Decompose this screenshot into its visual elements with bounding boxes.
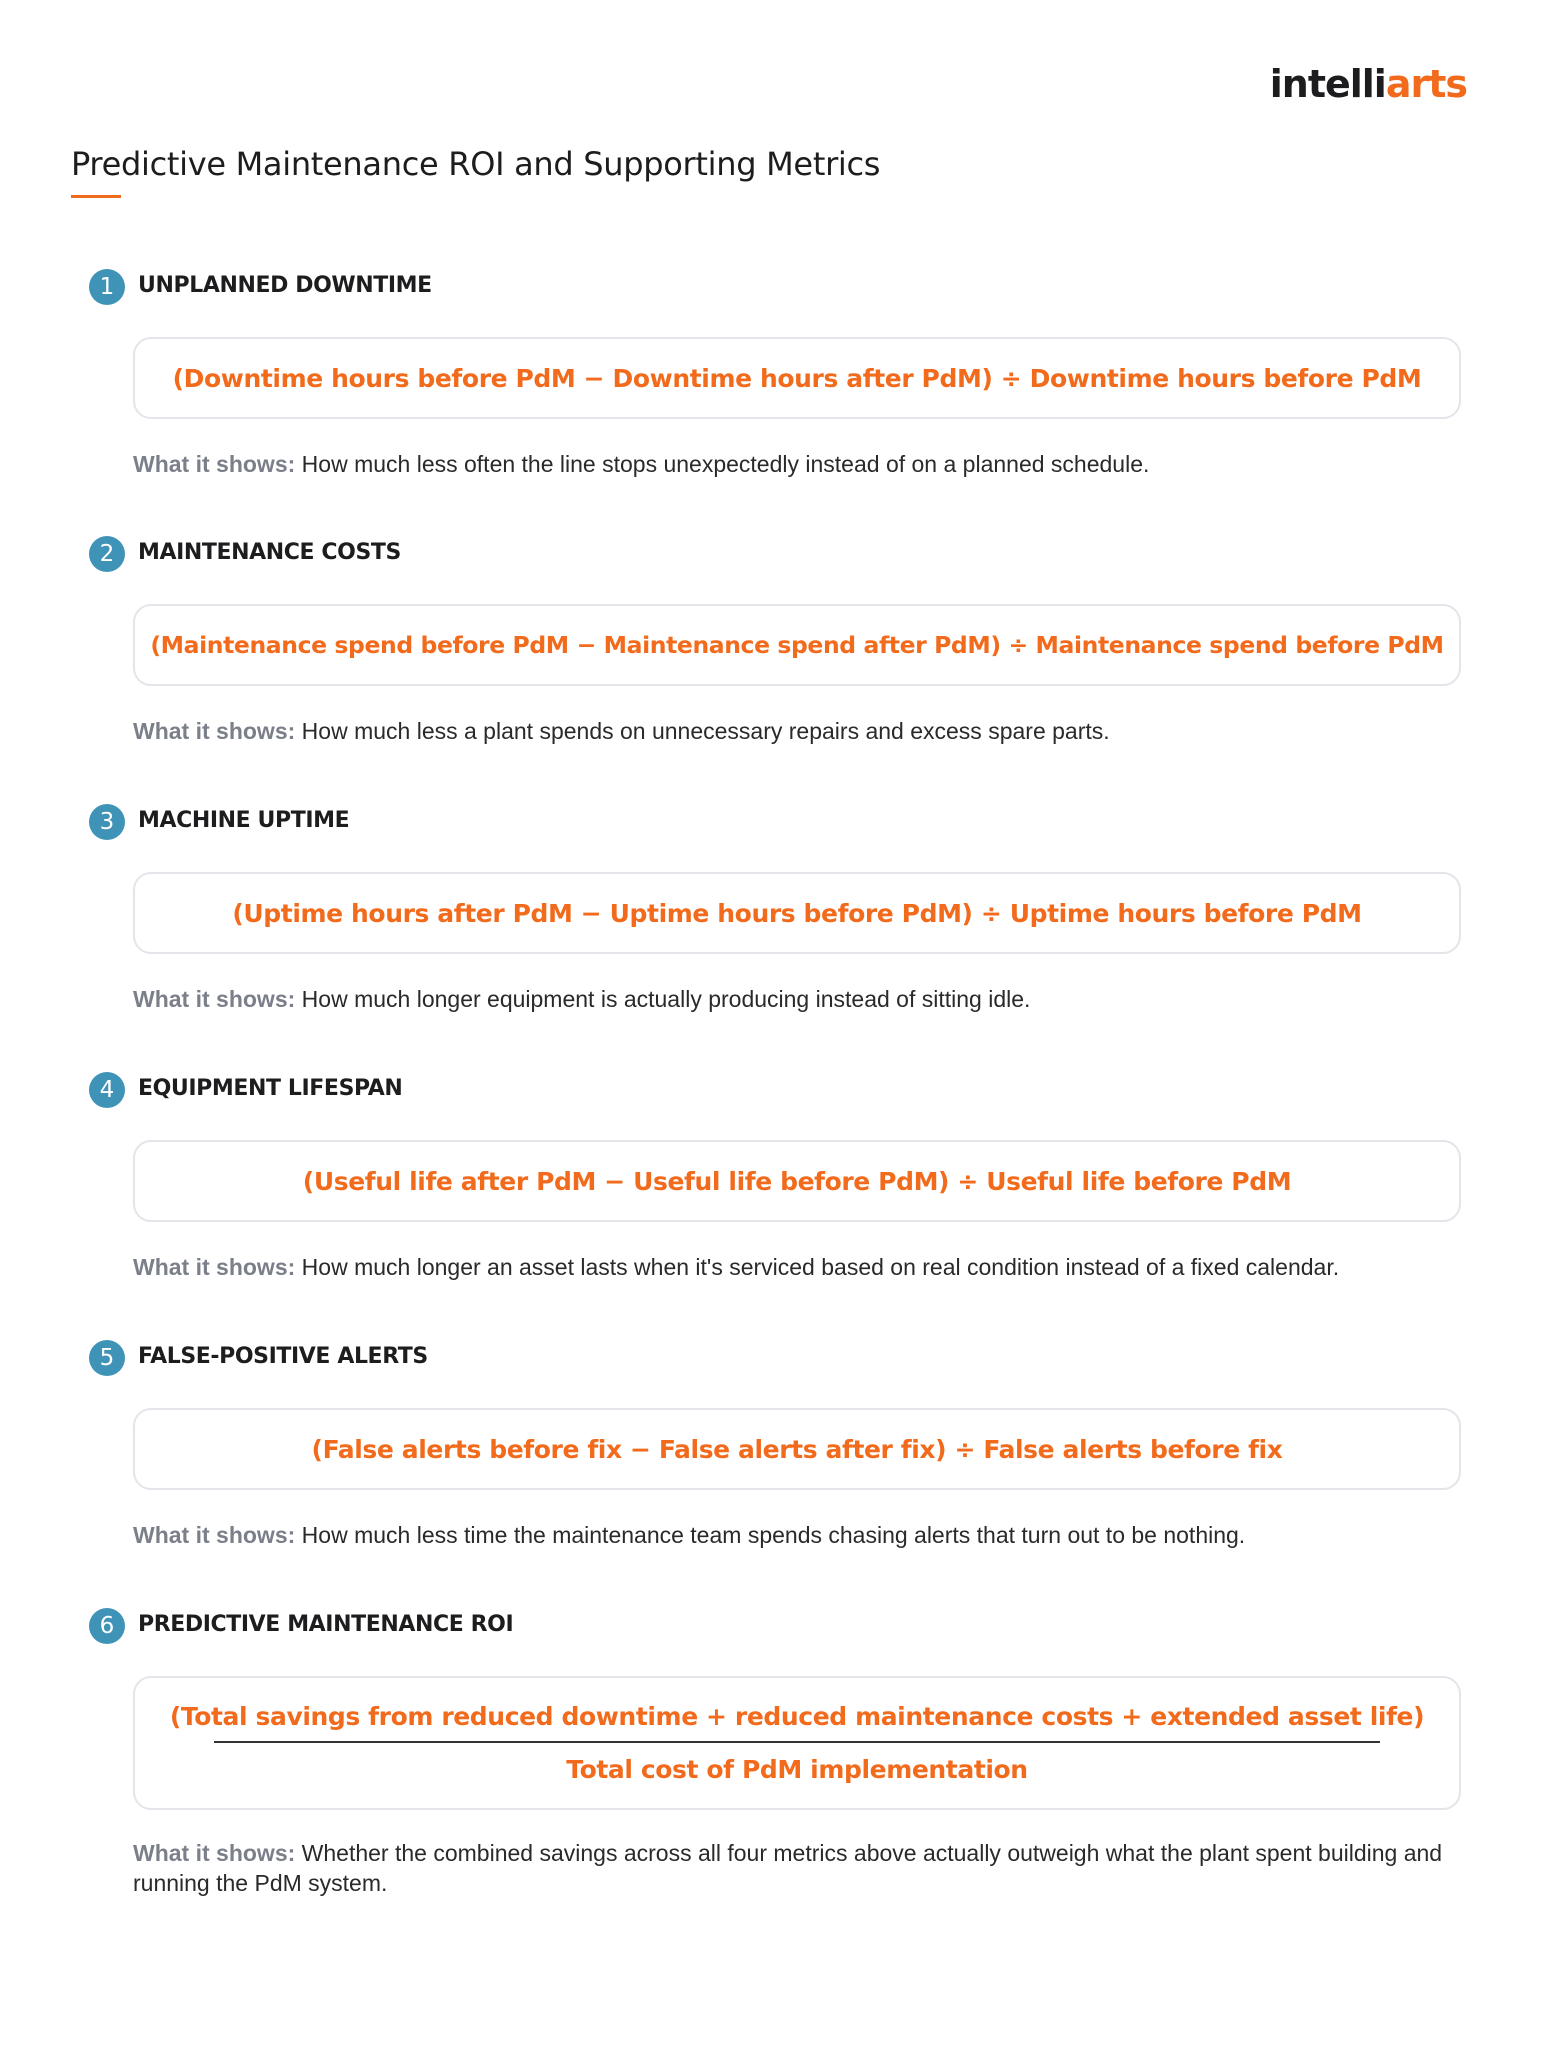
intelliarts-logo: [1270, 62, 1467, 106]
section-number-badge: 4: [89, 1072, 125, 1108]
what-it-shows-label: What it shows:: [133, 1522, 296, 1548]
section-heading: MACHINE UPTIME: [138, 808, 350, 833]
section-number-badge: 3: [89, 804, 125, 840]
page-title: Predictive Maintenance ROI and Supporting Metrics: [71, 145, 881, 183]
what-it-shows-label: What it shows:: [133, 1840, 296, 1866]
section-heading: EQUIPMENT LIFESPAN: [138, 1076, 403, 1101]
what-it-shows-text: How much longer equipment is actually producing instead of sitting idle.: [301, 986, 1031, 1012]
formula-text: (False alerts before fix − False alerts after fix) ÷ False alerts before fix: [311, 1434, 1283, 1464]
formula-box: [133, 337, 1461, 419]
section-heading: MAINTENANCE COSTS: [138, 540, 401, 565]
section-number-badge: 6: [89, 1608, 125, 1644]
roi-formula-denominator: Total cost of PdM implementation: [566, 1755, 1028, 1784]
what-it-shows: [133, 984, 1463, 1014]
formula-box: [133, 604, 1461, 686]
what-it-shows: [133, 449, 1463, 479]
what-it-shows: [133, 716, 1463, 746]
formula-text: (Useful life after PdM − Useful life before PdM) ÷ Useful life before PdM: [302, 1166, 1292, 1196]
what-it-shows-text: Whether the combined savings across all four metrics above actually outweigh what the plant spent building and running the PdM system.: [133, 1840, 1443, 1896]
what-it-shows: [133, 1838, 1463, 1898]
section-heading: FALSE-POSITIVE ALERTS: [138, 1344, 428, 1369]
what-it-shows: [133, 1252, 1463, 1282]
formula-text: (Downtime hours before PdM − Downtime hours after PdM) ÷ Downtime hours before PdM: [172, 363, 1422, 393]
section-number-badge: 5: [89, 1340, 125, 1376]
roi-formula-box: [133, 1676, 1461, 1810]
section-heading: UNPLANNED DOWNTIME: [138, 273, 432, 298]
logo-text-arts: arts: [1385, 62, 1467, 106]
section-number-badge: 1: [89, 269, 125, 305]
formula-text: (Uptime hours after PdM − Uptime hours before PdM) ÷ Uptime hours before PdM: [232, 898, 1362, 928]
what-it-shows-label: What it shows:: [133, 1254, 296, 1280]
formula-box: [133, 1140, 1461, 1222]
what-it-shows-text: How much less a plant spends on unnecessary repairs and excess spare parts.: [301, 718, 1110, 744]
logo-text-intelli: intelli: [1269, 62, 1386, 106]
section-number-badge: 2: [89, 536, 125, 572]
formula-box: [133, 872, 1461, 954]
what-it-shows: [133, 1520, 1463, 1550]
section-heading: PREDICTIVE MAINTENANCE ROI: [138, 1612, 514, 1637]
roi-formula-numerator: (Total savings from reduced downtime + reduced maintenance costs + extended asset life): [169, 1702, 1425, 1731]
what-it-shows-text: How much longer an asset lasts when it's serviced based on real condition instead of a fixed calendar.: [301, 1254, 1340, 1280]
formula-box: [133, 1408, 1461, 1490]
what-it-shows-label: What it shows:: [133, 451, 296, 477]
formula-text: (Maintenance spend before PdM − Maintenance spend after PdM) ÷ Maintenance spend before PdM: [150, 631, 1444, 659]
title-underline: [71, 195, 121, 198]
what-it-shows-label: What it shows:: [133, 718, 296, 744]
what-it-shows-text: How much less often the line stops unexpectedly instead of on a planned schedule.: [301, 451, 1150, 477]
what-it-shows-text: How much less time the maintenance team spends chasing alerts that turn out to be nothing.: [301, 1522, 1246, 1548]
what-it-shows-label: What it shows:: [133, 986, 296, 1012]
